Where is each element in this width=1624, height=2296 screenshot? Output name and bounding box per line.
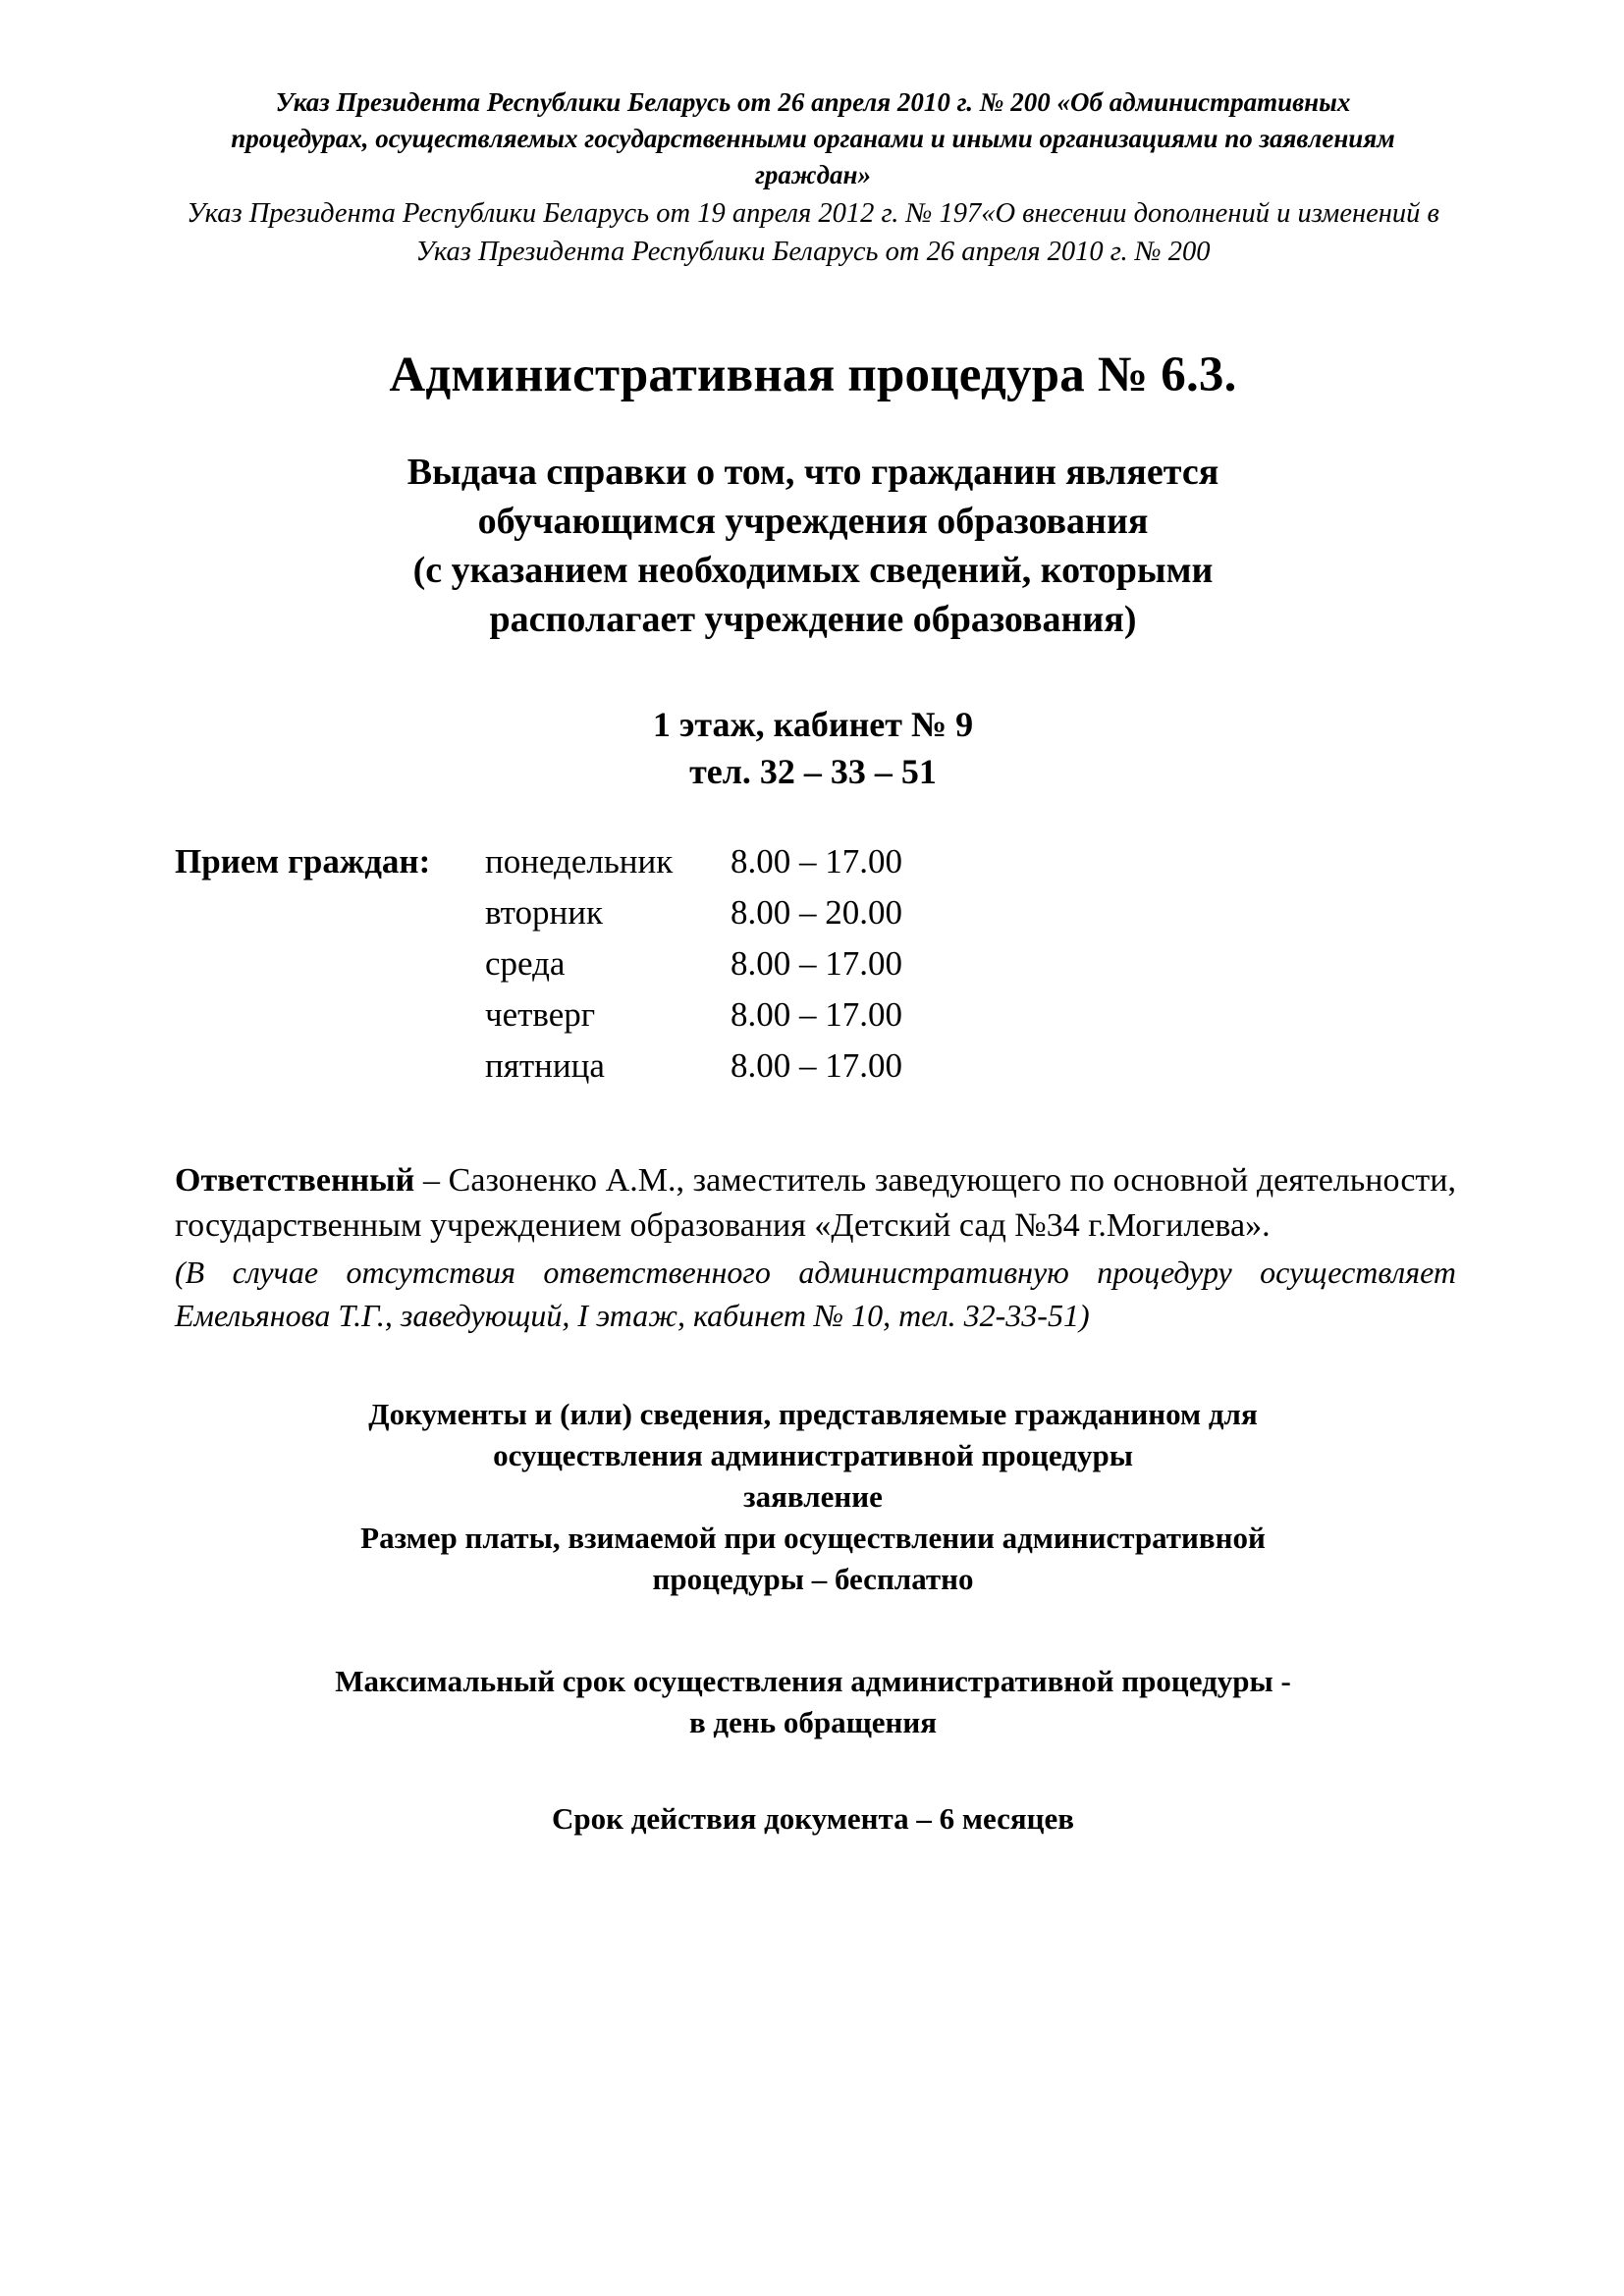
schedule-time: 8.00 – 20.00 (731, 893, 902, 932)
schedule-label-spacer (175, 938, 485, 989)
schedule-label-spacer (175, 1041, 485, 1092)
table-row (175, 836, 902, 887)
schedule-day: среда (485, 944, 566, 983)
schedule-table (175, 836, 902, 1092)
required-documents-value: заявление (743, 1479, 883, 1514)
fee-line-2: процедуры – бесплатно (652, 1562, 974, 1596)
schedule-time: 8.00 – 17.00 (731, 995, 902, 1034)
decree-primary-line-2: административных процедурах, осуществляемых государственными органами и иными (231, 87, 1351, 153)
decree-secondary-line-2: изменений в Указ Президента Республики Беларусь от 26 апреля 2010 г. № 200 (415, 198, 1439, 267)
schedule-label-spacer (175, 989, 485, 1041)
schedule-label: Прием граждан: (175, 842, 431, 881)
page-subtitle (234, 448, 1392, 644)
fee-line-1: Размер платы, взимаемой при осуществлении административной (360, 1521, 1266, 1555)
reception-schedule (175, 836, 1451, 1092)
subtitle-line-1: Выдача справки о том, что гражданин является (406, 452, 1219, 493)
fee-block (214, 1518, 1412, 1600)
subtitle-line-3: (с указанием необходимых сведений, которыми (412, 550, 1214, 591)
responsible-body: – Сазоненко А.М., заместитель заведующего по основной деятельности, государственным учреждением образования «Детский сад №34 г.Могилева». (175, 1162, 1456, 1244)
decree-secondary-line-1: Указ Президента Республики Беларусь от 19 апреля 2012 г. № 197«О внесении дополнений и (187, 198, 1291, 229)
decree-primary-line-1: Указ Президента Республики Беларусь от 26 апреля 2010 г. № 200 «Об (275, 87, 1103, 117)
table-row (175, 1041, 902, 1092)
validity-period: Срок действия документа – 6 месяцев (551, 1801, 1075, 1836)
document-content (175, 0, 1456, 1840)
table-row (175, 989, 902, 1041)
decree-primary (207, 84, 1420, 193)
max-term-line-1: Максимальный срок осуществления административной процедуры - (335, 1664, 1291, 1698)
required-documents-line-2: осуществления административной процедуры (493, 1438, 1133, 1472)
required-documents-line-1: Документы и (или) сведения, представляемые гражданином для (368, 1397, 1258, 1431)
responsible-label: Ответственный (175, 1162, 415, 1199)
table-row (175, 938, 902, 989)
office-location: 1 этаж, кабинет № 9 (652, 705, 974, 744)
schedule-time: 8.00 – 17.00 (731, 1046, 902, 1085)
schedule-time: 8.00 – 17.00 (731, 842, 902, 881)
schedule-label-spacer (175, 887, 485, 938)
required-documents-block (244, 1394, 1382, 1518)
page-title: Административная процедура № 6.3. (389, 347, 1237, 402)
schedule-day: вторник (485, 893, 603, 932)
decree-secondary (175, 194, 1451, 271)
phone-number: тел. 32 – 33 – 51 (689, 752, 937, 791)
decree-primary-line-3: организациями по заявлениям граждан» (754, 124, 1395, 189)
responsible-paragraph (175, 1158, 1456, 1249)
subtitle-line-4: располагает учреждение образования) (489, 599, 1137, 640)
subtitle-line-2: обучающимся учреждения образования (477, 501, 1149, 542)
schedule-day: понедельник (485, 842, 674, 881)
decree-header (175, 84, 1451, 271)
table-row (175, 887, 902, 938)
max-term-block (204, 1661, 1422, 1743)
schedule-time: 8.00 – 17.00 (731, 944, 902, 983)
responsible-substitute-note: (В случае отсутствия ответственного административную процедуру осуществляет Емельянова Т.Г., заведующий, I этаж, кабинет № 10, тел. 32-33-51) (175, 1255, 1456, 1333)
location-info (175, 701, 1451, 795)
schedule-day: четверг (485, 995, 596, 1034)
schedule-day: пятница (485, 1046, 605, 1085)
max-term-line-2: в день обращения (688, 1705, 938, 1739)
